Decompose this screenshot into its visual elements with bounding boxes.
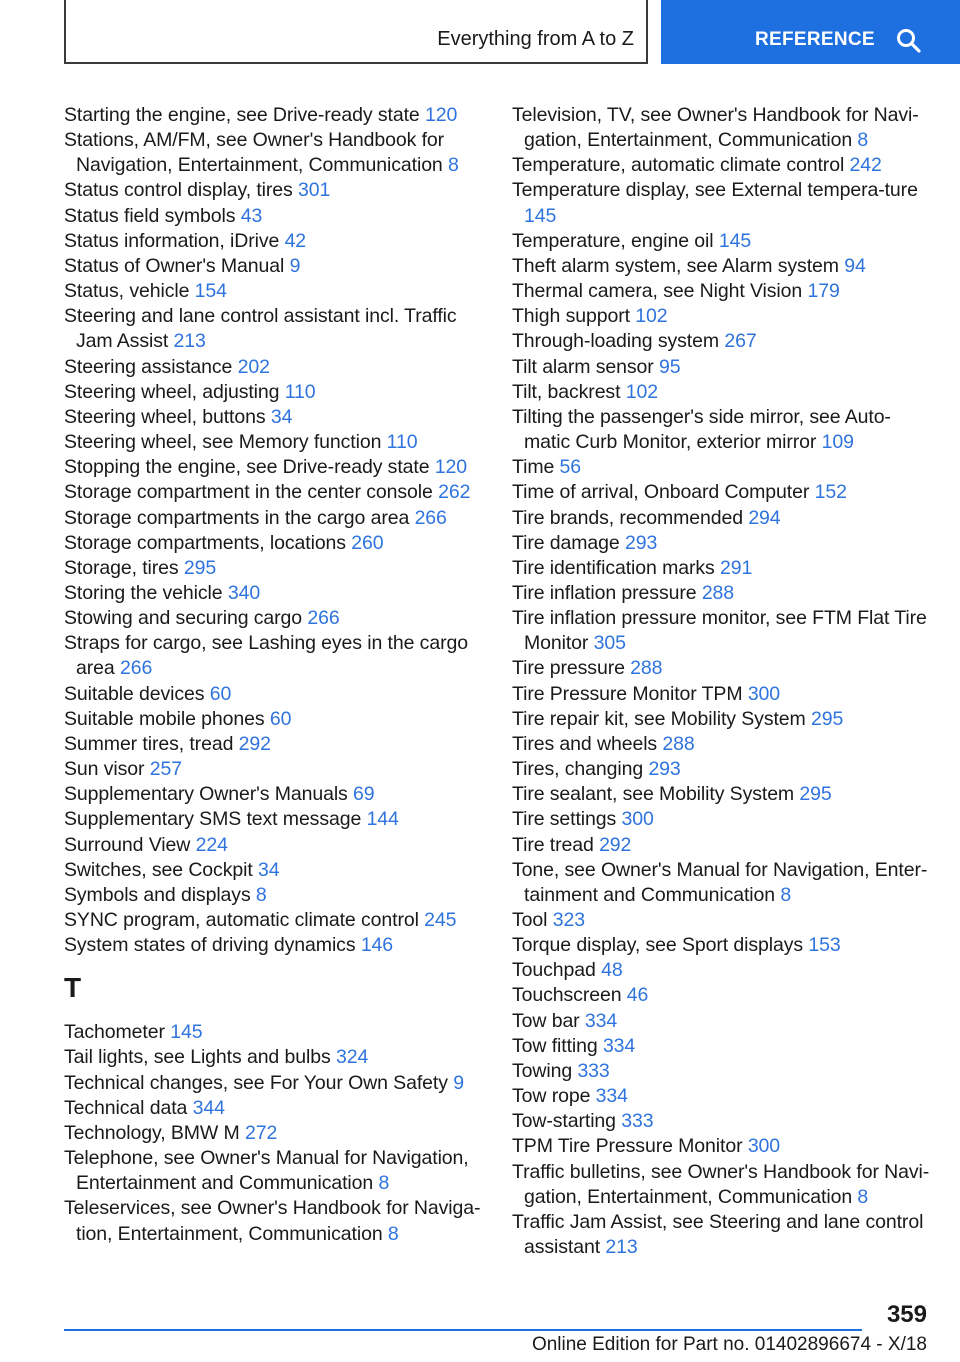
index-entry-text: Suitable devices [64,682,205,705]
page-link[interactable]: 272 [245,1121,278,1144]
index-entry-text: Supplementary SMS text message [64,808,362,831]
page-link[interactable]: 94 [844,254,866,277]
index-entry-text: Tachometer [64,1021,165,1044]
index-entry [64,1146,484,1196]
index-entry [64,128,484,178]
page-link[interactable]: 257 [149,758,182,781]
header-section-box [64,0,648,64]
index-entry-text: Tire settings [512,808,617,831]
page-link[interactable]: 48 [601,959,623,982]
index-entry [64,757,484,782]
index-entry [512,782,932,807]
index-entry-text: Tilt alarm sensor [512,355,654,378]
page-link[interactable]: 333 [577,1059,610,1082]
index-entry [512,581,932,606]
page-link[interactable]: 294 [748,506,781,529]
index-entry-text: Storage compartment in the center console [64,481,433,504]
index-entry [512,1059,932,1084]
page-link[interactable]: 340 [227,581,261,604]
index-entry-text: Traffic Jam Assist, see Steering and lane control assistant [512,1210,924,1259]
reference-label: REFERENCE [755,29,875,50]
index-entry-text: Television, TV, see Owner's Handbook for Navi-gation, Entertainment, Communication [512,104,919,152]
page-link[interactable]: 323 [552,909,585,931]
index-entry [64,858,484,883]
index-entry [512,1210,932,1260]
index-entry-text: Tires, changing [512,758,644,781]
index-entry-text: Storing the vehicle [64,581,223,604]
index-entry-text: Steering assistance [64,355,233,378]
page-link[interactable]: 334 [584,1009,618,1032]
index-entry-text: Storage compartments, locations [64,531,346,554]
index-entry [64,707,484,732]
page-link[interactable]: 300 [621,808,654,831]
index-entry [512,606,932,656]
index-entry-text: Straps for cargo, see Lashing eyes in the cargo area [64,632,468,680]
index-column-right [512,103,932,1260]
page-link[interactable]: 224 [195,833,228,856]
index-entry-text: Storage compartments in the cargo area [64,506,410,529]
index-entry-text: Tilt, backrest [512,380,621,403]
index-entry-text: Tire brands, recommended [512,506,743,529]
index-entry [64,807,484,832]
index-entry [512,229,932,254]
index-entry-text: Telephone, see Owner's Manual for Navigation, Entertainment and Communication [64,1147,469,1195]
page-link[interactable]: 8 [857,1185,869,1208]
index-entry-text: Status, vehicle [64,280,190,303]
page-link[interactable]: 110 [284,380,316,403]
index-entry [64,455,484,480]
index-entry [512,908,932,933]
index-entry [64,883,484,908]
index-entry-text: Temperature, engine oil [512,229,714,252]
page-link[interactable]: 262 [438,481,471,504]
index-entry-text: Stations, AM/FM, see Owner's Handbook for Navigation, Entertainment, Communication [64,129,445,177]
page-link[interactable]: 202 [237,355,270,378]
page-link[interactable]: 301 [298,179,331,202]
index-entry [512,304,932,329]
index-entry [64,178,484,203]
page-link[interactable]: 69 [353,783,375,806]
index-entry-text: Technology, BMW M [64,1121,240,1144]
index-entry [512,556,932,581]
page-link[interactable]: 291 [720,556,753,579]
index-entry-text: Touchpad [512,959,596,982]
page-link[interactable]: 295 [811,707,844,730]
index-entry [512,1009,932,1034]
index-entry-text: Tires and wheels [512,732,658,755]
page-link[interactable]: 60 [269,707,292,730]
page-link[interactable]: 213 [173,330,206,353]
index-entry-text: Summer tires, tread [64,732,234,755]
index-entry [64,581,484,606]
page-link[interactable]: 266 [414,506,447,529]
index-column-left [64,103,484,1247]
index-entry-text: Tail lights, see Lights and bulbs [64,1046,331,1069]
page-link[interactable]: 334 [602,1034,636,1057]
index-entry [64,933,484,958]
page-link[interactable]: 8 [378,1172,390,1195]
index-entry [512,858,932,908]
page-link[interactable]: 109 [821,431,854,454]
index-entry [64,506,484,531]
index-entry [64,606,484,631]
index-entry-text: Tilting the passenger's side mirror, see Auto-matic Curb Monitor, exterior mirror [512,405,891,454]
index-entry-text: Surround View [64,833,191,856]
page-link[interactable]: 300 [747,1135,781,1158]
index-entry-text: Stowing and securing cargo [64,607,303,630]
footer-divider [64,1329,862,1331]
page-link[interactable]: 266 [119,657,153,680]
page-link[interactable]: 9 [453,1071,464,1094]
index-entry-text: Tone, see Owner's Manual for Navigation, Enter-tainment and Communication [512,858,928,906]
index-entry [512,707,932,732]
index-entry [512,807,932,832]
index-entry-text: Steering wheel, see Memory function [64,431,382,454]
page-link[interactable]: 300 [747,682,781,705]
index-entry [64,908,484,933]
index-entry-text: Tire Pressure Monitor TPM [512,682,743,705]
page-link[interactable]: 260 [351,531,384,554]
index-entry [512,833,932,858]
index-entry [64,380,484,405]
index-entry-text: Torque display, see Sport displays [512,934,804,957]
index-entry-text: Tow-starting [512,1110,616,1133]
page-link[interactable]: 324 [335,1046,369,1069]
index-entry-text: Technical changes, see For Your Own Safety [64,1071,448,1094]
index-entry-text: Thigh support [512,305,630,328]
index-entry-text: Status of Owner's Manual [64,254,285,277]
index-entry [512,1160,932,1210]
page-link[interactable]: 144 [366,808,399,831]
page-link[interactable]: 267 [724,330,757,353]
index-entry [64,1196,484,1246]
index-entry-text: Technical data [64,1096,188,1119]
index-entry [512,153,932,178]
index-entry [64,279,484,304]
page-link[interactable]: 34 [270,405,293,428]
page-link[interactable]: 295 [183,556,217,579]
index-entry [512,682,932,707]
index-entry [64,732,484,757]
index-entry-text: SYNC program, automatic climate control [64,909,419,931]
section-title: Everything from A to Z [437,28,634,50]
page-link[interactable]: 266 [307,607,340,630]
index-entry-text: Tow rope [512,1085,591,1108]
page-link[interactable]: 334 [595,1085,628,1108]
page-link[interactable]: 34 [257,858,280,881]
page-link[interactable]: 293 [624,531,658,554]
index-entry-text: Steering wheel, adjusting [64,380,280,403]
index-entry [512,933,932,958]
index-entry-text: Steering wheel, buttons [64,405,266,428]
index-entry-text: Temperature, automatic climate control [512,154,845,177]
index-entry-text: Touchscreen [512,984,622,1007]
index-entry-text: Suitable mobile phones [64,707,265,730]
section-letter: T [64,972,82,1004]
index-entry-text: Thermal camera, see Night Vision [512,280,803,303]
page-link[interactable]: 295 [799,783,832,806]
index-entry-text: Teleservices, see Owner's Handbook for Naviga-tion, Entertainment, Communication [64,1197,481,1245]
index-entry [64,1121,484,1146]
index-entry [512,254,932,279]
page-link[interactable]: 245 [424,909,457,931]
index-entry [512,329,932,354]
index-entry [64,103,484,128]
index-entry [512,983,932,1008]
page-link[interactable]: 305 [593,632,626,655]
index-entry [512,279,932,304]
index-entry-text: Tow bar [512,1009,580,1032]
page-link[interactable]: 292 [599,833,632,856]
page-link[interactable]: 288 [662,732,695,755]
page-link[interactable]: 288 [630,657,663,680]
index-entry-text: Tire sealant, see Mobility System [512,783,795,806]
index-entry-text: Switches, see Cockpit [64,858,253,881]
index-entry-text: Status field symbols [64,204,236,227]
index-entry [64,355,484,380]
index-entry-text: Through-loading system [512,330,719,353]
index-entry-text: Supplementary Owner's Manuals [64,783,348,806]
index-entry-text: Tire repair kit, see Mobility System [512,707,806,730]
index-entry-text: Status control display, tires [64,179,293,202]
page-link[interactable]: 242 [849,154,882,177]
index-entry [512,531,932,556]
index-entry-text: Tow fitting [512,1034,598,1057]
index-entry [512,958,932,983]
index-entry [64,254,484,279]
page-link[interactable]: 344 [192,1096,225,1119]
page-link[interactable]: 9 [289,254,301,277]
page-link[interactable]: 8 [387,1222,399,1245]
page-link[interactable]: 110 [386,431,418,454]
index-entry-text: Sun visor [64,758,145,781]
index-entry [64,531,484,556]
page-link[interactable]: 145 [524,204,557,227]
page-link[interactable]: 145 [718,229,752,252]
reference-tab[interactable] [661,0,960,64]
page-link[interactable]: 154 [194,280,227,303]
index-entry-text: Starting the engine, see Drive-ready state [64,104,420,126]
index-entry [64,405,484,430]
page-link[interactable]: 8 [255,883,267,906]
page-link[interactable]: 56 [559,456,582,479]
index-entry [64,304,484,354]
page-link[interactable]: 146 [360,934,394,957]
page-link[interactable]: 333 [621,1110,654,1133]
page-link[interactable]: 152 [814,481,847,504]
page-link[interactable]: 153 [808,934,841,957]
index-entry [64,631,484,681]
page-link[interactable]: 8 [780,883,792,906]
index-entry-text: Status information, iDrive [64,229,280,252]
index-entry [64,1071,484,1096]
page-link[interactable]: 120 [434,456,468,479]
edition-note: Online Edition for Part no. 01402896674 - X/18 [531,1334,927,1355]
index-entry-text: Tool [512,909,548,931]
index-entry [64,1045,484,1070]
page-link[interactable]: 43 [240,204,263,227]
index-entry [512,732,932,757]
index-entry-text: System states of driving dynamics [64,934,356,957]
page-number: 359 [886,1301,927,1328]
index-entry [512,757,932,782]
page-link[interactable]: 292 [238,732,271,755]
index-entry [64,556,484,581]
page-link[interactable]: 145 [170,1021,203,1044]
index-entry [512,480,932,505]
index-entry [64,480,484,505]
index-entry-text: Tire inflation pressure monitor, see FTM Flat Tire Monitor [512,607,927,655]
index-entry-text: Tire tread [512,833,594,856]
page-link[interactable]: 102 [625,380,658,403]
index-entry-text: Traffic bulletins, see Owner's Handbook for Navi-gation, Entertainment, Communication [512,1160,930,1208]
page-link[interactable]: 46 [626,984,649,1007]
page-link[interactable]: 42 [284,229,307,252]
index-entry [64,204,484,229]
page-link[interactable]: 179 [807,280,840,303]
index-entry [512,1109,932,1134]
index-entry-text: Temperature display, see External tempera-ture [512,179,918,202]
index-entry [512,455,932,480]
index-entry-text: Time [512,456,555,479]
index-entry-text: Tire inflation pressure [512,581,697,604]
page-link[interactable]: 60 [209,682,232,705]
index-entry [64,1096,484,1121]
page-link[interactable]: 288 [701,581,735,604]
index-entry [512,405,932,455]
index-entry-text: Steering and lane control assistant incl. Traffic Jam Assist [64,305,457,353]
index-entry [512,380,932,405]
index-entry-text: Stopping the engine, see Drive-ready state [64,456,430,479]
page-link[interactable]: 8 [448,154,459,177]
page-link[interactable]: 120 [425,104,458,126]
index-entry-text: Towing [512,1059,573,1082]
index-entry-text: Theft alarm system, see Alarm system [512,254,839,277]
index-entry [512,103,932,153]
index-entry-text: Storage, tires [64,556,179,579]
index-entry [64,1020,484,1045]
index-entry-text: TPM Tire Pressure Monitor [512,1135,743,1158]
index-entry-text: Symbols and displays [64,883,251,906]
index-entry [64,682,484,707]
index-entry [512,178,932,228]
index-entry-text: Tire pressure [512,657,625,680]
index-entry [64,430,484,455]
index-entry [512,506,932,531]
index-entry [64,229,484,254]
index-entry [64,833,484,858]
index-entry [512,1084,932,1109]
index-entry [512,355,932,380]
index-entry [64,782,484,807]
index-entry [512,1034,932,1059]
page-link[interactable]: 102 [635,305,668,328]
page-link[interactable]: 293 [648,758,681,781]
index-entry-text: Time of arrival, Onboard Computer [512,481,810,504]
index-entry-text: Tire damage [512,531,620,554]
page-link[interactable]: 213 [605,1236,638,1259]
index-entry [512,1134,932,1159]
search-icon[interactable] [895,27,923,55]
page-link[interactable]: 95 [659,355,681,378]
page-link[interactable]: 8 [857,129,869,152]
index-entry [512,656,932,681]
index-entry-text: Tire identification marks [512,556,715,579]
